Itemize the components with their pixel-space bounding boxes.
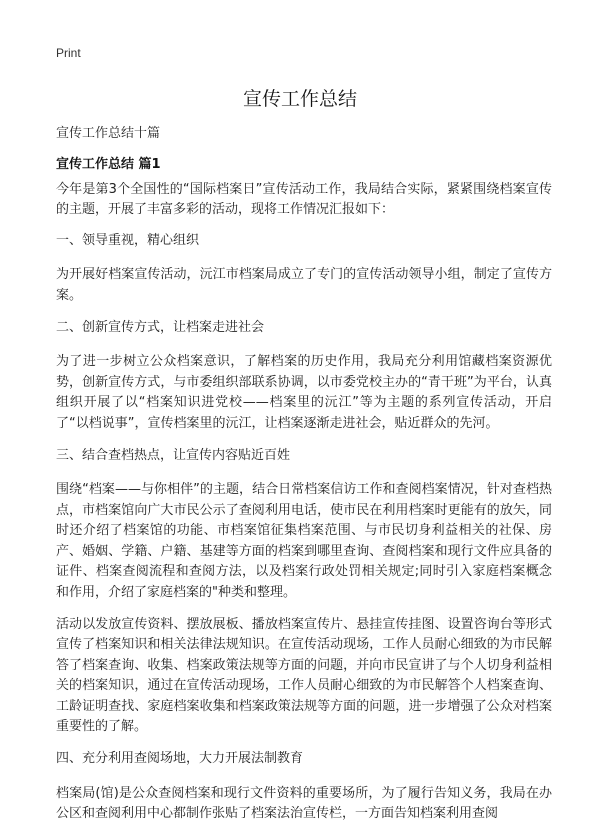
paragraph-body-1: 为开展好档案宣传活动，沅江市档案局成立了专门的宣传活动领导小组，制定了宣传方案。 <box>56 267 552 303</box>
paragraph-body-4: 活动以发放宣传资料、摆放展板、播放档案宣传片、悬挂宣传挂图、设置咨询台等形式宣传了档案知识和相关法律法规知识。在宣传活动现场，工作人员耐心细致的为市民解答了档案查询、收集、档案政策法规等方面的问题，并向市民宣讲了与个人切身利益相关的档案知识，通过在宣传活动现场，工作人员耐心细致的为市民解答个人档案查询、工龄证明查找、家庭档案收集和档案政策法规等方面的问题，进一步增强了公众对档案重要性的了解。 <box>56 616 552 734</box>
paragraph-body-3: 围绕“档案——与你相伴”的主题，结合日常档案信访工作和查阅档案情况，针对查档热点，市档案馆向广大市民公示了查阅利用电话，使市民在利用档案时更能有的放矢，同时还介绍了档案馆的功能、市档案馆征集档案范围、与市民切身利益相关的社保、房产、婚姻、学籍、户籍、基建等方面的档案到哪里查询、查阅档案和现行文件应具备的证件、档案查阅流程和查阅方法，以及档案行政处罚相关规定;同时引入家庭档案概念和作用，介绍了家庭档案的"种类和整理。 <box>56 482 552 600</box>
page-title: 宣传工作总结 <box>242 88 357 110</box>
paragraph-body-2: 为了进一步树立公众档案意识，了解档案的历史作用，我局充分利用馆藏档案资源优势，创新宣传方式，与市委组织部联系协调，以市委党校主办的“青干班”为平台，认真组织开展了以“档案知识进党校——档案里的沅江”等为主题的系列宣传活动，开启了“以档说事”，宣传档案里的沅江，让档案逐渐走进社会，贴近群众的先河。 <box>56 354 552 431</box>
paragraph-intro: 今年是第3个全国性的“国际档案日”宣传活动工作，我局结合实际，紧紧围绕档案宣传的主题，开展了丰富多彩的活动，现将工作情况汇报如下： <box>56 182 552 218</box>
document-subtitle: 宣传工作总结十篇 <box>56 126 161 141</box>
section-heading: 宣传工作总结 篇1 <box>56 157 161 172</box>
paragraph-heading-2: 二、创新宣传方式，让档案走进社会 <box>56 320 265 336</box>
paragraph-heading-3: 三、结合查档热点，让宣传内容贴近百姓 <box>56 448 291 464</box>
document-body <box>56 180 552 828</box>
paragraph-heading-4: 四、充分利用查阅场地，大力开展法制教育 <box>56 751 304 767</box>
paragraph-body-5: 档案局(馆)是公众查阅档案和现行文件资料的重要场所，为了履行告知义务，我局在办公区和查阅利用中心都制作张贴了档案法治宣传栏，一方面告知档案利用查阅 <box>56 785 552 822</box>
paragraph-heading-1: 一、领导重视，精心组织 <box>56 232 200 248</box>
print-label: Print <box>56 46 81 60</box>
